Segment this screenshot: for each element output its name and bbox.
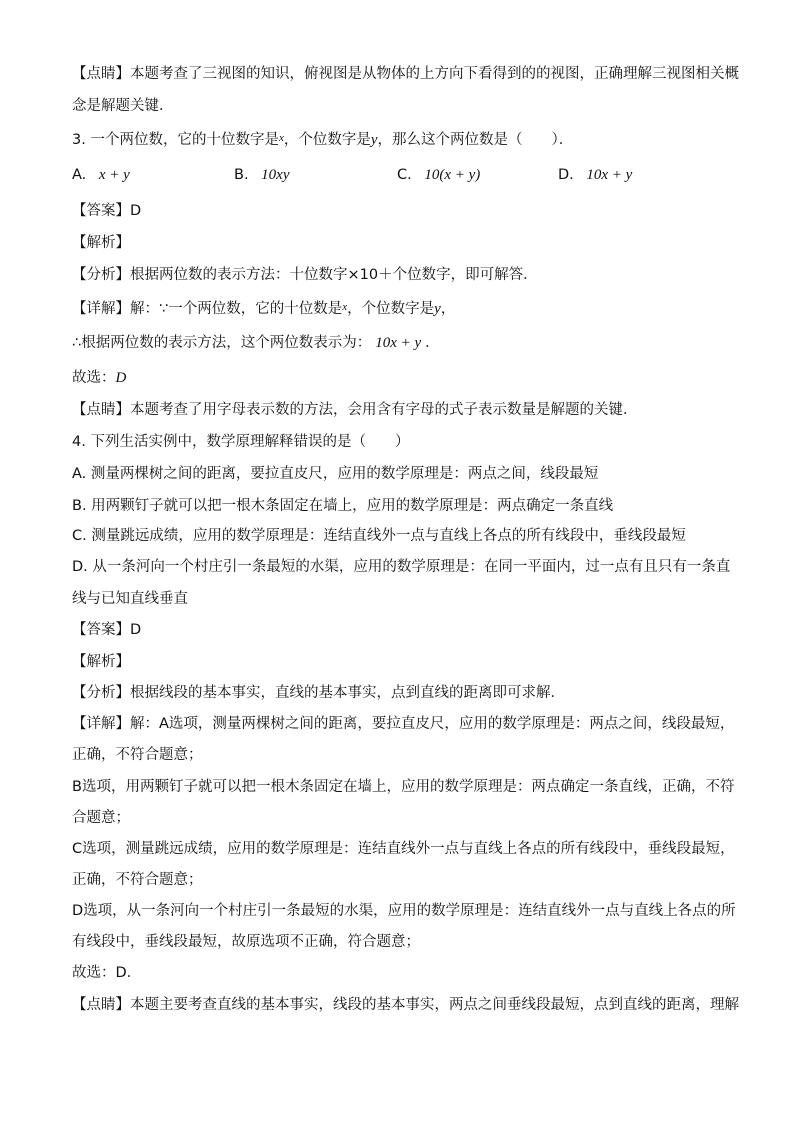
- question-3-text-a: 3. 一个两位数，它的十位数字是: [72, 132, 279, 148]
- question-3-text-c: ，那么这个两位数是（ ）．: [377, 132, 574, 148]
- question-4-stem: 4. 下列生活实例中，数学原理解释错误的是（ ）: [72, 434, 410, 450]
- xiangjie-4-line4: 合题意；: [72, 810, 130, 826]
- xiangjie-4-line1: 【详解】解：A选项，测量两棵树之间的距离，要拉直皮尺，应用的数学原理是：两点之间，线段最短，: [72, 716, 735, 732]
- guxuan-3: [72, 368, 126, 388]
- analysis-4-heading: 【解析】: [72, 654, 130, 670]
- xiangjie-4-line3: B选项，用两颗钉子就可以把一根木条固定在墙上，应用的数学原理是：两点确定一条直线，正确，不符: [72, 779, 735, 795]
- question-4-option-d-line2: 线与已知直线垂直: [72, 591, 188, 607]
- xiangjie-3-line2-end: ．: [425, 335, 440, 351]
- option-a: [72, 165, 130, 185]
- option-c: [397, 165, 480, 185]
- option-b-expression: 10xy: [261, 167, 290, 183]
- xiangjie-3-text-c: ，: [440, 301, 456, 317]
- question-4-option-d-line1: D. 从一条河向一个村庄引一条最短的水渠，应用的数学原理是：在同一平面内，过一点有且只有一条直: [72, 559, 731, 575]
- xiangjie-4-line7: D选项，从一条河向一个村庄引一条最短的水渠，应用的数学原理是：连结直线外一点与直线上各点的所: [72, 903, 736, 919]
- question-3-stem: [72, 128, 573, 150]
- guxuan-3-text: 故选：: [72, 370, 116, 386]
- analysis-3-heading: 【解析】: [72, 235, 130, 251]
- variable-y: y: [370, 132, 378, 148]
- xiangjie-4-line2: 正确，不符合题意；: [72, 747, 203, 763]
- option-c-expression: 10(x + y): [424, 167, 481, 183]
- xiangjie-4-line6: 正确，不符合题意；: [72, 872, 203, 888]
- question-3-text-b: ，个位数字是: [283, 132, 371, 148]
- dianjing-4: 【点睛】本题主要考查直线的基本事实，线段的基本事实，两点之间垂线段最短，点到直线的距离，理解: [72, 997, 739, 1013]
- guxuan-3-answer: D: [115, 370, 127, 386]
- option-d: [558, 165, 632, 185]
- xiangjie-3-text-b: ，个位数字是: [347, 301, 435, 317]
- question-4-option-c: C. 测量跳远成绩，应用的数学原理是：连结直线外一点与直线上各点的所有线段中，垂线段最短: [72, 528, 686, 544]
- xiangjie-4-line8: 有线段中，垂线段最短，故原选项不正确，符合题意；: [72, 934, 420, 950]
- variable-y: y: [434, 301, 441, 317]
- question-4-option-a: A. 测量两棵树之间的距离，要拉直皮尺，应用的数学原理是：两点之间，线段最短: [72, 466, 599, 482]
- xiangjie-4-line5: C选项，测量跳远成绩，应用的数学原理是：连结直线外一点与直线上各点的所有线段中，垂线段最短，: [72, 841, 735, 857]
- variable-x: x: [342, 301, 348, 313]
- variable-x: x: [278, 132, 284, 144]
- xiangjie-3-expression: 10x + y: [375, 335, 422, 351]
- xiangjie-3-line2: [72, 333, 440, 353]
- xiangjie-3-line2-text: ∴根据两位数的表示方法，这个两位数表示为：: [72, 335, 372, 351]
- answer-4: 【答案】D: [72, 622, 142, 638]
- xiangjie-3-line1: [72, 297, 455, 319]
- option-a-expression: x + y: [98, 167, 130, 183]
- option-d-label: D.: [558, 167, 574, 183]
- answer-3: 【答案】D: [72, 203, 142, 219]
- dianjing-paragraph-line1: 【点睛】本题考查了三视图的知识，俯视图是从物体的上方向下看得到的的视图，正确理解三视图相关概: [72, 66, 739, 82]
- option-c-label: C.: [397, 167, 412, 183]
- option-a-label: A.: [72, 167, 87, 183]
- dianjing-3: 【点睛】本题考查了用字母表示数的方法，会用含有字母的式子表示数量是解题的关键．: [72, 402, 638, 418]
- option-d-expression: 10x + y: [586, 167, 633, 183]
- question-4-option-b: B. 用两颗钉子就可以把一根木条固定在墙上，应用的数学原理是：两点确定一条直线: [72, 498, 614, 514]
- option-b-label: B.: [234, 167, 249, 183]
- dianjing-paragraph-line2: 念是解题关键．: [72, 98, 174, 114]
- xiangjie-3-text-a: 【详解】解：∵一个两位数，它的十位数是: [72, 301, 343, 317]
- guxuan-4: 故选：D．: [72, 965, 142, 981]
- fenxi-4: 【分析】根据线段的基本事实，直线的基本事实，点到直线的距离即可求解．: [72, 685, 565, 701]
- fenxi-3: 【分析】根据两位数的表示方法：十位数字×10＋个位数字，即可解答．: [72, 267, 538, 283]
- option-b: [234, 165, 290, 185]
